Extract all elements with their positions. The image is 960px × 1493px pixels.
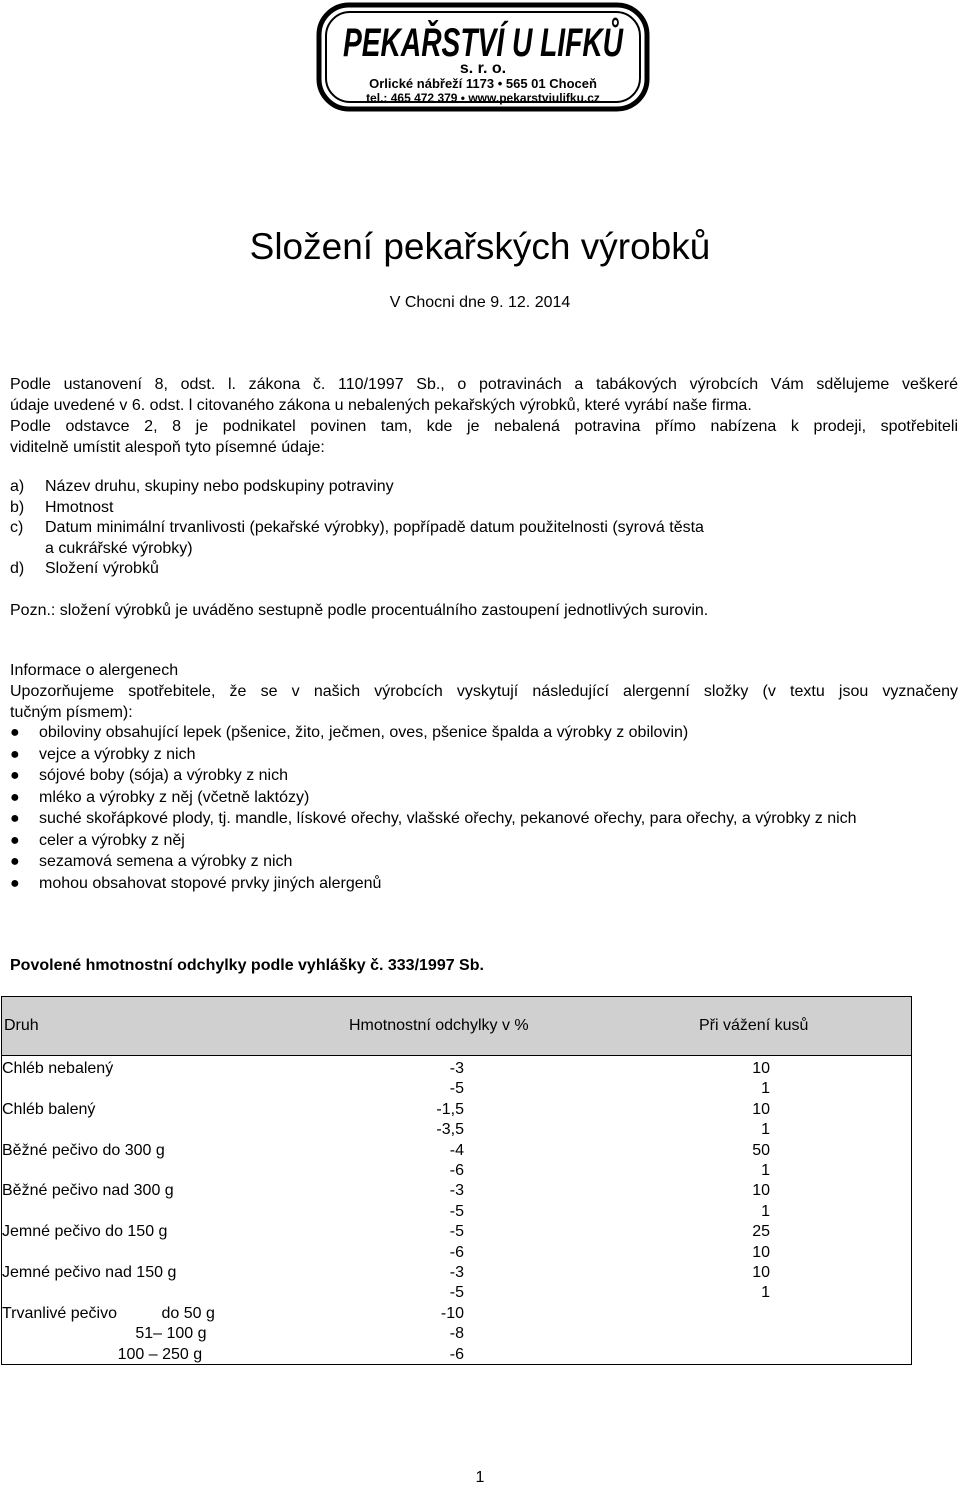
cell-type: Chléb balený xyxy=(2,1100,96,1118)
tolerance-table xyxy=(1,996,912,1365)
column-header-type: Druh xyxy=(4,1017,39,1034)
list-text: Hmotnost xyxy=(45,498,114,516)
table-row xyxy=(2,1141,911,1161)
list-label: d) xyxy=(10,560,25,577)
svg-text:Orlické nábřeží 1173 • 565 01: Orlické nábřeží 1173 • 565 01 Choceň xyxy=(369,76,597,91)
bullet-icon: ● xyxy=(10,874,20,892)
cell-deviation: -6 xyxy=(449,1345,464,1363)
cell-type: Trvanlivé pečivo do 50 g xyxy=(2,1304,215,1322)
cell-pieces: 10 xyxy=(752,1060,770,1077)
tolerance-heading: Povolené hmotnostní odchylky podle vyhlášky č. 333/1997 Sb. xyxy=(10,957,484,974)
allergens-intro-line-1: Upozorňujeme spotřebitele, že se v našich výrobcích vyskytují následující alergenní složky (v textu jsou vyznačeny xyxy=(10,683,958,700)
cell-deviation: -10 xyxy=(440,1304,464,1322)
cell-deviation: -4 xyxy=(449,1141,464,1159)
cell-deviation: -8 xyxy=(449,1325,464,1343)
list-item-continuation xyxy=(10,539,958,560)
cell-deviation: -3 xyxy=(449,1264,464,1281)
list-item xyxy=(10,498,958,519)
list-item: ● mohou obsahovat stopové prvky jiných alergenů xyxy=(10,873,958,895)
cell-pieces: 1 xyxy=(761,1121,770,1139)
bullet-icon: ● xyxy=(10,788,20,806)
table-row xyxy=(2,1079,911,1099)
list-item: ● sezamová semena a výrobky z nich xyxy=(10,851,958,873)
list-item: ● vejce a výrobky z nich xyxy=(10,744,958,766)
page-number: 1 xyxy=(475,1469,485,1486)
table-row xyxy=(2,1100,911,1120)
cell-pieces: 10 xyxy=(752,1182,770,1200)
table-row xyxy=(2,1345,911,1365)
cell-type: Chléb nebalený xyxy=(2,1060,114,1077)
cell-pieces: 50 xyxy=(752,1141,770,1159)
cell-deviation: -5 xyxy=(449,1202,464,1220)
list-item xyxy=(10,477,958,498)
list-text: Datum minimální trvanlivosti (pekařské výrobky), popřípadě datum použitelnosti (syrová těsta xyxy=(45,519,704,536)
column-header-deviation: Hmotnostní odchylky v % xyxy=(349,1017,529,1034)
cell-pieces: 1 xyxy=(761,1080,770,1098)
list-item: ● sójové boby (sója) a výrobky z nich xyxy=(10,765,958,787)
bullet-icon: ● xyxy=(10,724,20,741)
cell-pieces: 10 xyxy=(752,1243,770,1261)
allergens-heading: Informace o alergenech xyxy=(10,662,179,679)
cell-deviation: -3,5 xyxy=(436,1121,464,1139)
table-row xyxy=(2,1243,911,1263)
note: Pozn.: složení výrobků je uváděno sestupně podle procentuálního zastoupení jednotlivých surovin. xyxy=(10,602,709,619)
table-row xyxy=(2,1263,911,1283)
intro-line-2: údaje uvedené v 6. odst. l citovaného zákona u nebalených pekařských výrobků, které vyrábí naše firma. xyxy=(10,397,752,414)
cell-deviation: -6 xyxy=(449,1243,464,1261)
list-item xyxy=(10,559,958,580)
list-text: Složení výrobků xyxy=(45,560,159,577)
list-item: ● celer a výrobky z něj xyxy=(10,830,958,852)
table-row xyxy=(2,1324,911,1344)
intro-line-1: Podle ustanovení 8, odst. l. zákona č. 110/1997 Sb., o potravinách a tabákových výrobcích Vám sdělujeme veškeré xyxy=(10,376,958,393)
bullet-icon: ● xyxy=(10,767,20,784)
svg-text:PEKAŘSTVÍ U LIFKŮ: PEKAŘSTVÍ U LIFKŮ xyxy=(343,21,741,65)
cell-pieces: 10 xyxy=(752,1100,770,1118)
allergen-list xyxy=(10,722,958,894)
intro-line-4: viditelně umístit alespoň tyto písemné údaje: xyxy=(10,439,325,456)
table-row xyxy=(2,1283,911,1303)
cell-deviation: -3 xyxy=(449,1060,464,1077)
table-row xyxy=(2,1181,911,1201)
requirements-list xyxy=(10,477,958,580)
list-item: ● mléko a výrobky z něj (včetně laktózy) xyxy=(10,787,958,809)
cell-pieces: 25 xyxy=(752,1223,770,1241)
document-date: V Chocni dne 9. 12. 2014 xyxy=(389,294,571,311)
svg-text:tel.: 465 472 379 • www.pekars: tel.: 465 472 379 • www.pekarstviulifku.cz xyxy=(366,91,600,105)
cell-pieces: 1 xyxy=(761,1284,770,1302)
cell-deviation: -5 xyxy=(449,1284,464,1302)
cell-type: 51– 100 g xyxy=(2,1325,207,1343)
cell-deviation: -3 xyxy=(449,1182,464,1200)
list-item: ● obiloviny obsahující lepek (pšenice, žito, ječmen, oves, pšenice špalda a výrobky z obilovin) xyxy=(10,722,958,744)
company-logo xyxy=(316,2,741,112)
list-item: ● suché skořápkové plody, tj. mandle, lískové ořechy, vlašské ořechy, pekanové ořechy, para ořechy, a výrobky z nich xyxy=(10,808,958,830)
table-row xyxy=(2,1161,911,1181)
list-item xyxy=(10,518,958,539)
cell-type: 100 – 250 g xyxy=(2,1345,203,1363)
svg-text:s. r. o.: s. r. o. xyxy=(459,60,507,77)
table-row xyxy=(2,1059,911,1079)
bullet-icon: ● xyxy=(10,745,20,763)
cell-type: Jemné pečivo nad 150 g xyxy=(2,1264,177,1281)
list-text: a cukrářské výrobky) xyxy=(45,539,193,557)
page-title: Složení pekařských výrobků xyxy=(249,226,711,267)
table-row xyxy=(2,1202,911,1222)
cell-deviation: -5 xyxy=(449,1080,464,1098)
list-label: a) xyxy=(10,478,25,495)
cell-pieces: 10 xyxy=(752,1264,770,1281)
table-row xyxy=(2,1120,911,1140)
cell-deviation: -6 xyxy=(449,1162,464,1179)
table-row xyxy=(2,1304,911,1324)
cell-pieces: 1 xyxy=(761,1162,770,1179)
bullet-icon: ● xyxy=(10,810,20,827)
cell-deviation: -5 xyxy=(449,1223,464,1241)
allergens-intro-line-2: tučným písmem): xyxy=(10,704,133,721)
bullet-icon: ● xyxy=(10,853,20,870)
table-header xyxy=(2,997,911,1056)
column-header-pieces: Při vážení kusů xyxy=(699,1017,809,1034)
cell-pieces: 1 xyxy=(761,1202,770,1220)
cell-type: Běžné pečivo do 300 g xyxy=(2,1141,165,1159)
table-row xyxy=(2,1222,911,1242)
bullet-icon: ● xyxy=(10,831,20,849)
list-label: c) xyxy=(10,519,24,536)
intro-line-3: Podle odstavce 2, 8 je podnikatel povinen tam, kde je nebalená potravina přímo nabízena k prodeji, spotřebiteli xyxy=(10,418,958,435)
list-label: b) xyxy=(10,498,25,516)
cell-type: Běžné pečivo nad 300 g xyxy=(2,1182,174,1200)
list-text: Název druhu, skupiny nebo podskupiny potraviny xyxy=(45,478,394,495)
cell-type: Jemné pečivo do 150 g xyxy=(2,1223,168,1241)
cell-deviation: -1,5 xyxy=(436,1100,464,1118)
